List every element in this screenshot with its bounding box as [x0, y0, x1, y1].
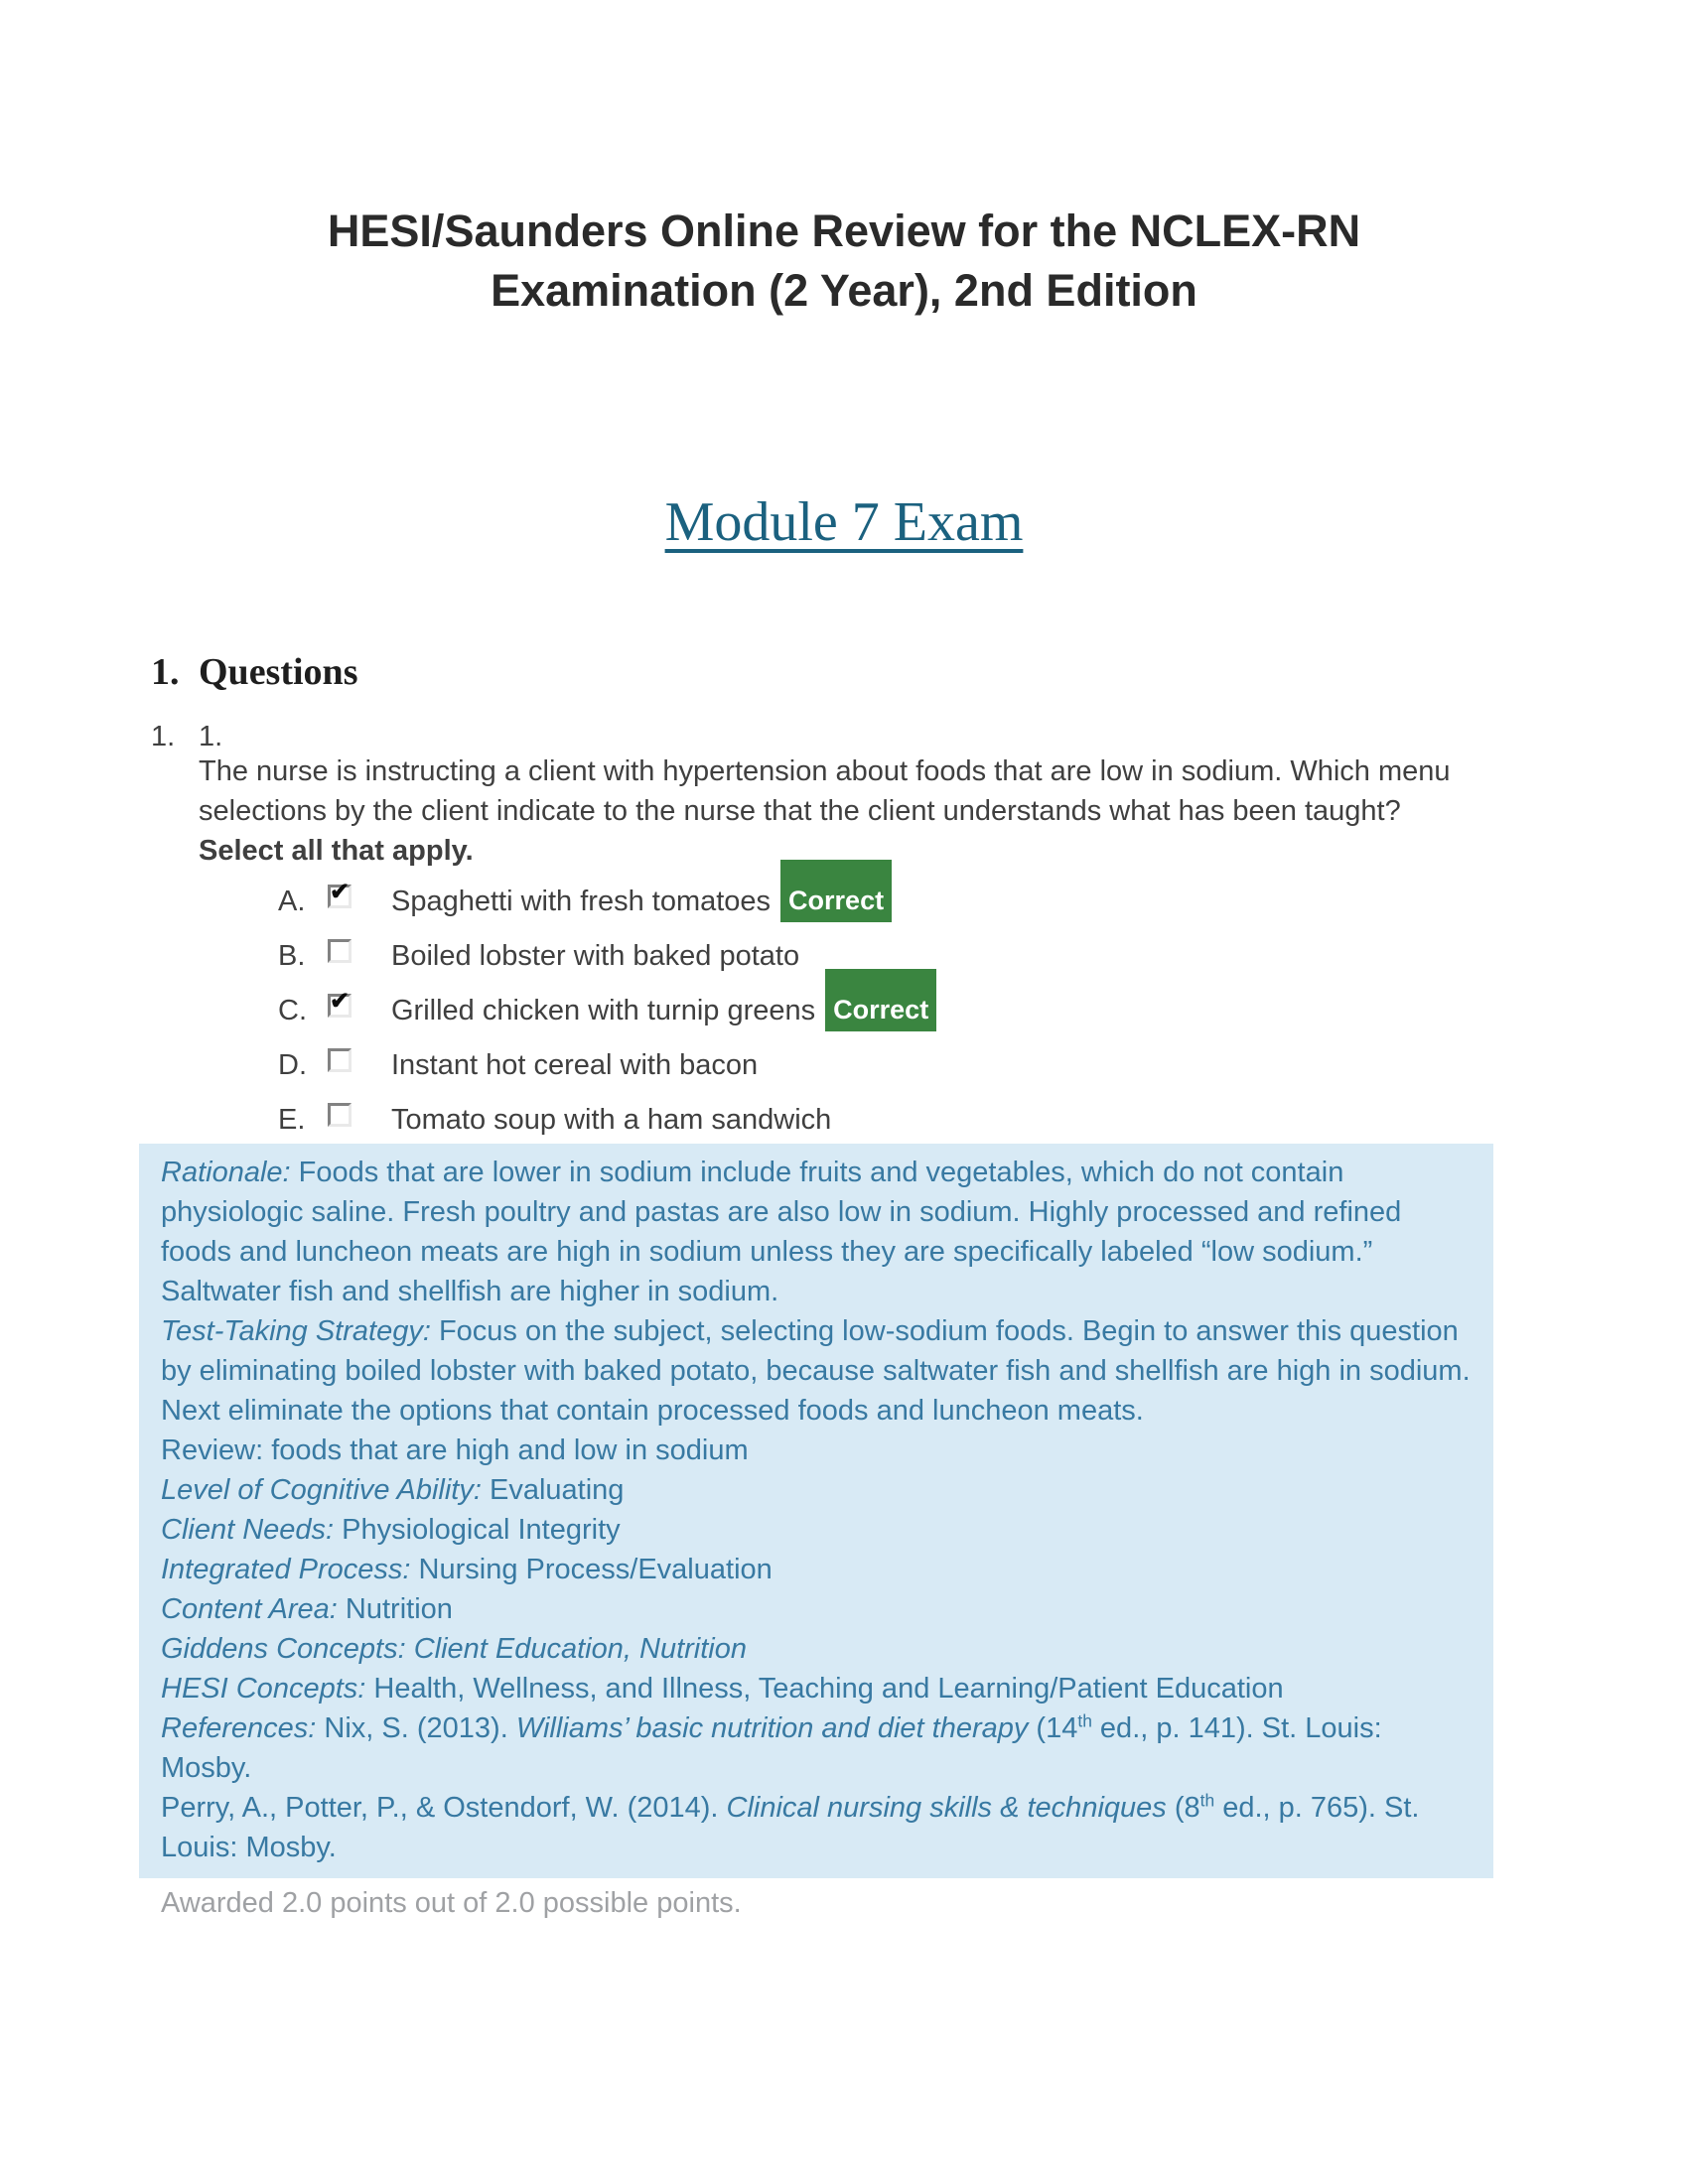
rationale-label-italic: Content Area:: [161, 1593, 338, 1625]
rationale-text: Nix, S. (2013).: [316, 1712, 516, 1744]
rationale-superscript: th: [1077, 1710, 1092, 1731]
document-title: [0, 202, 1688, 321]
option-text: Spaghetti with fresh tomatoes: [391, 886, 772, 917]
title-line-1: HESI/Saunders Online Review for the NCLEX-RN: [327, 205, 1361, 256]
rationale-superscript: th: [1199, 1790, 1215, 1811]
option-letter: E.: [278, 1104, 306, 1136]
rationale-paragraph: [161, 1708, 1476, 1788]
rationale-label-italic: References:: [161, 1712, 317, 1744]
rationale-label-italic: Client Needs:: [161, 1514, 335, 1546]
rationale-label-italic: Level of Cognitive Ability:: [161, 1474, 482, 1506]
rationale-label-italic: Williams’ basic nutrition and diet therapy: [515, 1712, 1029, 1744]
questions-heading-label: Questions: [199, 651, 358, 693]
rationale-text: Focus on the subject, selecting low-sodium foods. Begin to answer this question by eliminating boiled lobster with baked potato, because saltwater fish and shellfish are high in sodium. Next eliminate the options that contain processed foods and luncheon meats.: [161, 1315, 1471, 1427]
option-letter: C.: [278, 995, 307, 1026]
rationale-label-italic: Integrated Process:: [161, 1554, 411, 1585]
rationale-paragraph: [161, 1629, 1476, 1669]
rationale-text: Nutrition: [337, 1593, 453, 1625]
rationale-paragraph: [161, 1788, 1476, 1867]
rationale-paragraph: [161, 1431, 1476, 1470]
rationale-box: [139, 1144, 1493, 1878]
rationale-paragraph: [161, 1311, 1476, 1431]
option-row: [278, 1041, 936, 1082]
question-inner-number: 1.: [199, 721, 223, 752]
option-text: Grilled chicken with turnip greens: [391, 995, 816, 1026]
rationale-text: Evaluating: [481, 1474, 625, 1506]
question-text: [199, 751, 1489, 871]
options-list: [278, 878, 936, 1151]
rationale-text: (8: [1166, 1792, 1200, 1824]
option-letter: D.: [278, 1049, 307, 1081]
option-letter: A.: [278, 886, 306, 917]
rationale-paragraph: [161, 1589, 1476, 1629]
option-row: [278, 1096, 936, 1137]
option-row: [278, 932, 936, 973]
rationale-label-italic: Rationale:: [161, 1157, 291, 1188]
module-link-row: [0, 490, 1688, 554]
checkbox-checked[interactable]: [328, 988, 352, 1018]
rationale-text: Nursing Process/Evaluation: [410, 1554, 773, 1585]
rationale-text: ed., p. 141). St. Louis: Mosby.: [161, 1712, 1382, 1784]
rationale-label-italic: HESI Concepts:: [161, 1673, 366, 1705]
questions-heading-number: 1.: [151, 651, 180, 693]
option-text: Boiled lobster with baked potato: [391, 940, 800, 972]
awarded-points: Awarded 2.0 points out of 2.0 possible points.: [161, 1887, 742, 1919]
option-row: [278, 878, 936, 918]
rationale-label-italic: Clinical nursing skills & techniques: [726, 1792, 1167, 1824]
module-exam-link[interactable]: Module 7 Exam: [664, 491, 1024, 553]
rationale-paragraph: [161, 1550, 1476, 1589]
checkbox-unchecked[interactable]: [328, 1048, 352, 1072]
rationale-label-italic: Giddens Concepts: Client Education, Nutrition: [161, 1633, 747, 1665]
question-list-number: 1.: [151, 721, 176, 752]
rationale-paragraph: [161, 1510, 1476, 1550]
rationale-paragraph: [161, 1153, 1476, 1311]
option-text: Instant hot cereal with bacon: [391, 1049, 759, 1081]
option-text: Tomato soup with a ham sandwich: [391, 1104, 832, 1136]
rationale-label-italic: Test-Taking Strategy:: [161, 1315, 431, 1347]
rationale-text: Review: foods that are high and low in sodium: [161, 1434, 749, 1466]
rationale-text: Perry, A., Potter, P., & Ostendorf, W. (2014).: [161, 1792, 727, 1824]
option-row: [278, 987, 936, 1027]
rationale-text: Health, Wellness, and Illness, Teaching and Learning/Patient Education: [365, 1673, 1284, 1705]
rationale-text: Foods that are lower in sodium include fruits and vegetables, which do not contain physiologic saline. Fresh poultry and pastas are also low in sodium. Highly processed and refined foods and luncheon meats are high in sodium unless they are specifically labeled “low sodium.” Saltwater fish and shellfish are higher in sodium.: [161, 1157, 1402, 1307]
checkmark-icon: ✔: [330, 988, 351, 1015]
checkbox-unchecked[interactable]: [328, 939, 352, 963]
rationale-section: [139, 1144, 1493, 1920]
correct-badge: Correct: [825, 969, 936, 1031]
option-letter: B.: [278, 940, 306, 972]
question-stem: The nurse is instructing a client with hypertension about foods that are low in sodium. Which menu selections by the client indicate to the nurse that the client understands what has been taught?: [199, 755, 1451, 827]
correct-badge: Correct: [780, 860, 892, 922]
question-number-row: [151, 721, 222, 753]
rationale-paragraph: [161, 1669, 1476, 1708]
title-line-2: Examination (2 Year), 2nd Edition: [491, 265, 1197, 316]
rationale-paragraph: [161, 1470, 1476, 1510]
question-instruction: Select all that apply.: [199, 835, 474, 867]
rationale-text: Physiological Integrity: [334, 1514, 621, 1546]
questions-heading: [151, 650, 357, 694]
checkbox-checked[interactable]: [328, 879, 352, 908]
checkmark-icon: ✔: [330, 879, 351, 905]
rationale-text: (14: [1028, 1712, 1078, 1744]
rationale-text: ed., p. 765). St. Louis: Mosby.: [161, 1792, 1420, 1863]
checkbox-unchecked[interactable]: [328, 1103, 352, 1127]
